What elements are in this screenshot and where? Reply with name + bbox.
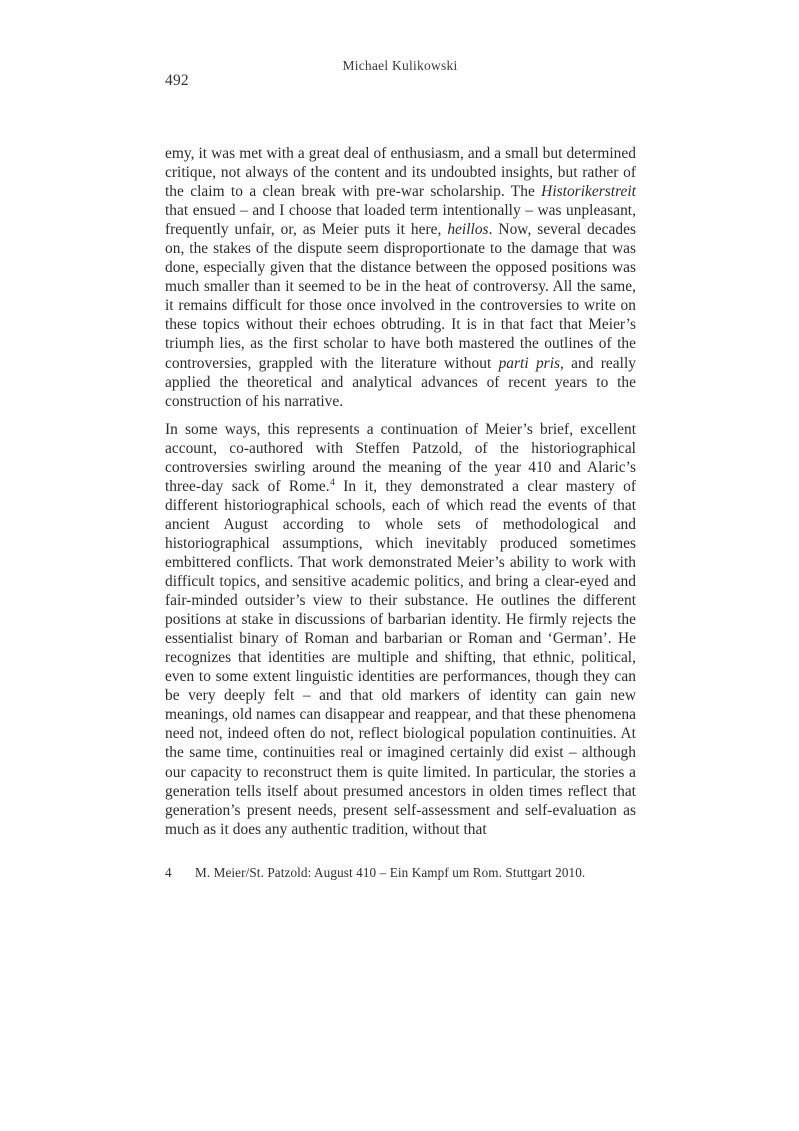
footnote-text: M. Meier/St. Patzold: August 410 – Ein Kampf um Rom. Stuttgart 2010. [195, 865, 586, 880]
running-head-title: Michael Kulikowski [342, 58, 458, 73]
italic-term: heillos [447, 221, 489, 239]
running-head [165, 58, 635, 90]
body-paragraph [165, 420, 636, 839]
text-run: that ensued – and I choose that loaded term intentionally – was unpleasant, frequently unfair, or, as Meier puts it here, [165, 202, 636, 239]
footnote-number: 4 [165, 865, 172, 880]
page-number: 492 [165, 72, 189, 89]
text-run: . Now, several decades on, the stakes of the dispute seem disproportionate to the damage that was done, especially given that the distance between the opposed positions was much smaller than it seemed to be in the heat of controversy. All the same, it remains difficult for those once involved in the controversies to write on these topics without their echoes obtruding. It is in that fact that Meier’s triumph lies, as the first scholar to have both mastered the outlines of the controversies, grappled with the literature without [165, 221, 636, 372]
footnote [165, 864, 636, 881]
body-paragraph [165, 144, 636, 411]
text-run: emy, it was met with a great deal of enthusiasm, and a small but determined critique, not always of the content and its undoubted insights, but rather of the claim to a clean break with pre-war scholarship. The [165, 145, 636, 201]
footnote-area [165, 864, 636, 881]
footnote-reference[interactable]: 4 [330, 477, 335, 488]
text-run: , and really applied the theoretical and analytical advances of recent years to the construction of his narrative. [165, 354, 636, 410]
italic-term: parti pris [498, 354, 561, 372]
body-text-column [165, 144, 636, 839]
text-run: In some ways, this represents a continuation of Meier’s brief, excellent account, co-authored with Steffen Patzold, of the historiographical controversies swirling around the meaning of the year 410 and Alaric’s three-day sack of Rome. [165, 420, 636, 495]
text-run: In it, they demonstrated a clear mastery of different historiographical schools, each of which read the events of that ancient August according to whole sets of methodological and historiographical assumptions, which inevitably produced sometimes embittered conflicts. That work demonstrated Meier’s ability to work with difficult topics, and sensitive academic politics, and bring a clear-eyed and fair-minded outsider’s view to their substance. He outlines the different positions at stake in discussions of barbarian identity. He firmly rejects the essentialist binary of Roman and barbarian or Roman and ‘German’. He recognizes that identities are multiple and shifting, that ethnic, political, even to some extent linguistic identities are performances, though they can be very deeply felt – and that old markers of identity can gain new meanings, old names can disappear and reappear, and that these phenomena need not, indeed often do not, reflect biological population continuities. At the same time, continuities real or imagined certainly did exist – although our capacity to reconstruct them is quite limited. In particular, the stories a generation tells itself about presumed ancestors in olden times reflect that generation’s present needs, present self-assessment and self-evaluation as much as it does any authentic tradition, without that [165, 477, 636, 838]
italic-term: Historikerstreit [541, 183, 636, 201]
